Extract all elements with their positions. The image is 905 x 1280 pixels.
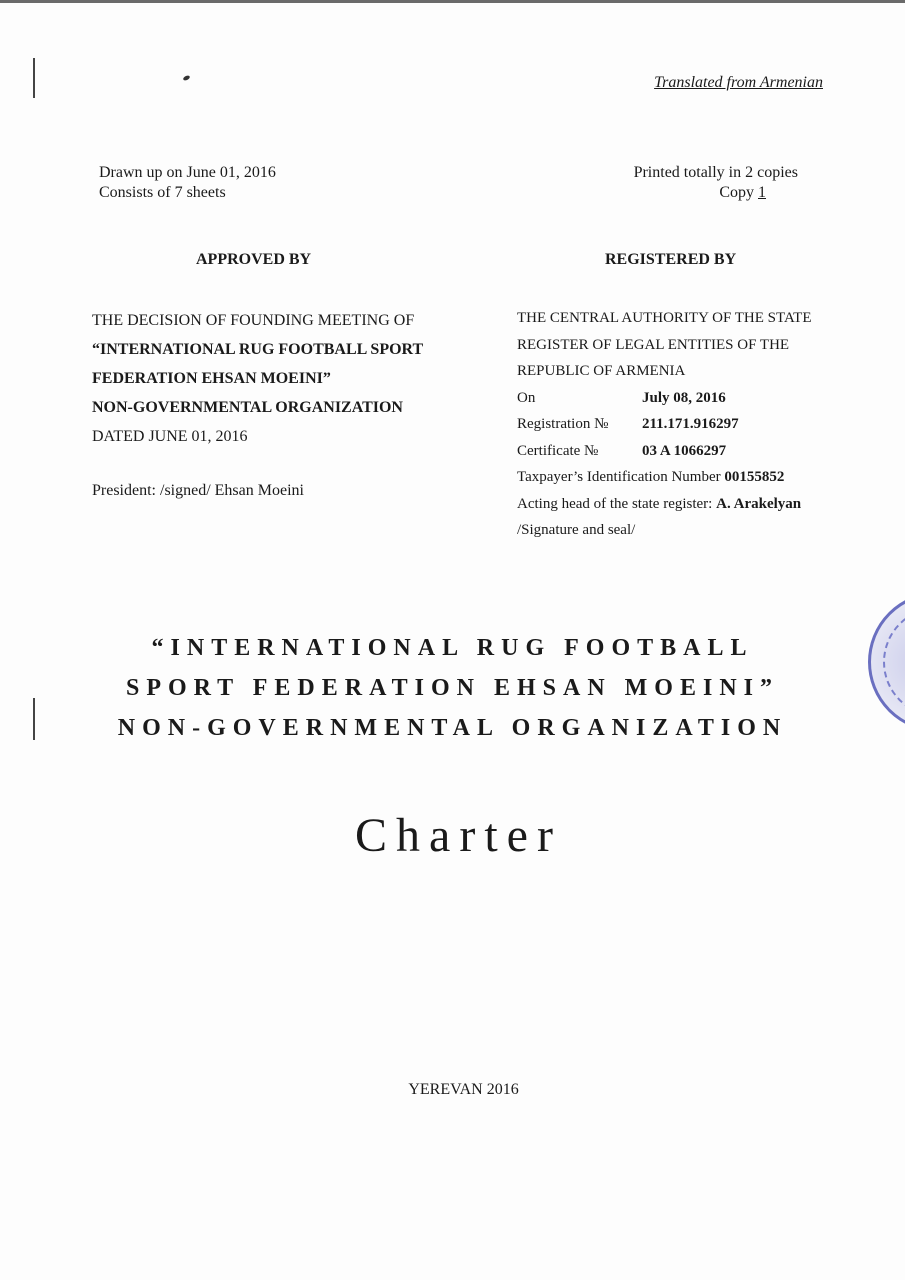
organization-title bbox=[0, 628, 905, 748]
sheet-count: Consists of 7 sheets bbox=[99, 184, 226, 201]
document-type: Charter bbox=[355, 809, 562, 862]
title-line: NON-GOVERNMENTAL ORGANIZATION bbox=[117, 715, 788, 741]
taxpayer-number: 00155852 bbox=[724, 469, 785, 485]
registration-date-row bbox=[517, 385, 811, 412]
approval-line: FEDERATION EHSAN MOEINI” bbox=[92, 370, 331, 387]
authority-line: REGISTER OF LEGAL ENTITIES OF THE bbox=[517, 336, 790, 353]
signature-note: /Signature and seal/ bbox=[517, 522, 636, 538]
certificate-number: 03 A 1066297 bbox=[642, 442, 727, 459]
title-line: SPORT FEDERATION EHSAN MOEINI” bbox=[125, 675, 779, 701]
certificate-row bbox=[517, 438, 811, 465]
copy-number-line bbox=[719, 184, 766, 202]
acting-head-label: Acting head of the state register: bbox=[517, 495, 717, 512]
taxpayer-label: Taxpayer’s Identification Number bbox=[517, 469, 725, 485]
page-top-edge bbox=[0, 0, 905, 3]
taxpayer-row bbox=[517, 464, 811, 491]
copy-label: Copy bbox=[719, 184, 758, 201]
margin-mark bbox=[33, 58, 35, 98]
on-label: On bbox=[517, 389, 536, 406]
registration-number-row bbox=[517, 411, 811, 438]
registered-heading: REGISTERED BY bbox=[605, 251, 737, 268]
approval-line: THE DECISION OF FOUNDING MEETING OF bbox=[92, 312, 415, 329]
registration-label: Registration № bbox=[517, 416, 609, 432]
approval-line: NON-GOVERNMENTAL ORGANIZATION bbox=[92, 399, 403, 416]
approval-decision bbox=[92, 306, 423, 451]
copies-printed: Printed totally in 2 copies bbox=[633, 164, 798, 181]
acting-head-row bbox=[517, 491, 811, 518]
president-signature: President: /signed/ Ehsan Moeini bbox=[92, 482, 304, 499]
authority-line: REPUBLIC OF ARMENIA bbox=[517, 363, 686, 379]
title-line: “INTERNATIONAL RUG FOOTBALL bbox=[151, 635, 754, 661]
acting-head-name: A. Arakelyan bbox=[716, 495, 802, 512]
registration-date: July 08, 2016 bbox=[642, 389, 726, 406]
approval-date: DATED JUNE 01, 2016 bbox=[92, 428, 248, 445]
ink-speck bbox=[182, 75, 190, 82]
city-year: YEREVAN 2016 bbox=[408, 1081, 519, 1098]
registration-number: 211.171.916297 bbox=[642, 416, 739, 432]
copy-number: 1 bbox=[758, 184, 766, 201]
certificate-label: Certificate № bbox=[517, 442, 599, 459]
registration-details bbox=[517, 305, 811, 544]
authority-line: THE CENTRAL AUTHORITY OF THE STATE bbox=[517, 310, 812, 326]
drawn-up-date: Drawn up on June 01, 2016 bbox=[99, 164, 276, 181]
approved-heading: APPROVED BY bbox=[196, 251, 312, 268]
translation-note: Translated from Armenian bbox=[654, 74, 823, 91]
approval-line: “INTERNATIONAL RUG FOOTBALL SPORT bbox=[92, 341, 424, 358]
